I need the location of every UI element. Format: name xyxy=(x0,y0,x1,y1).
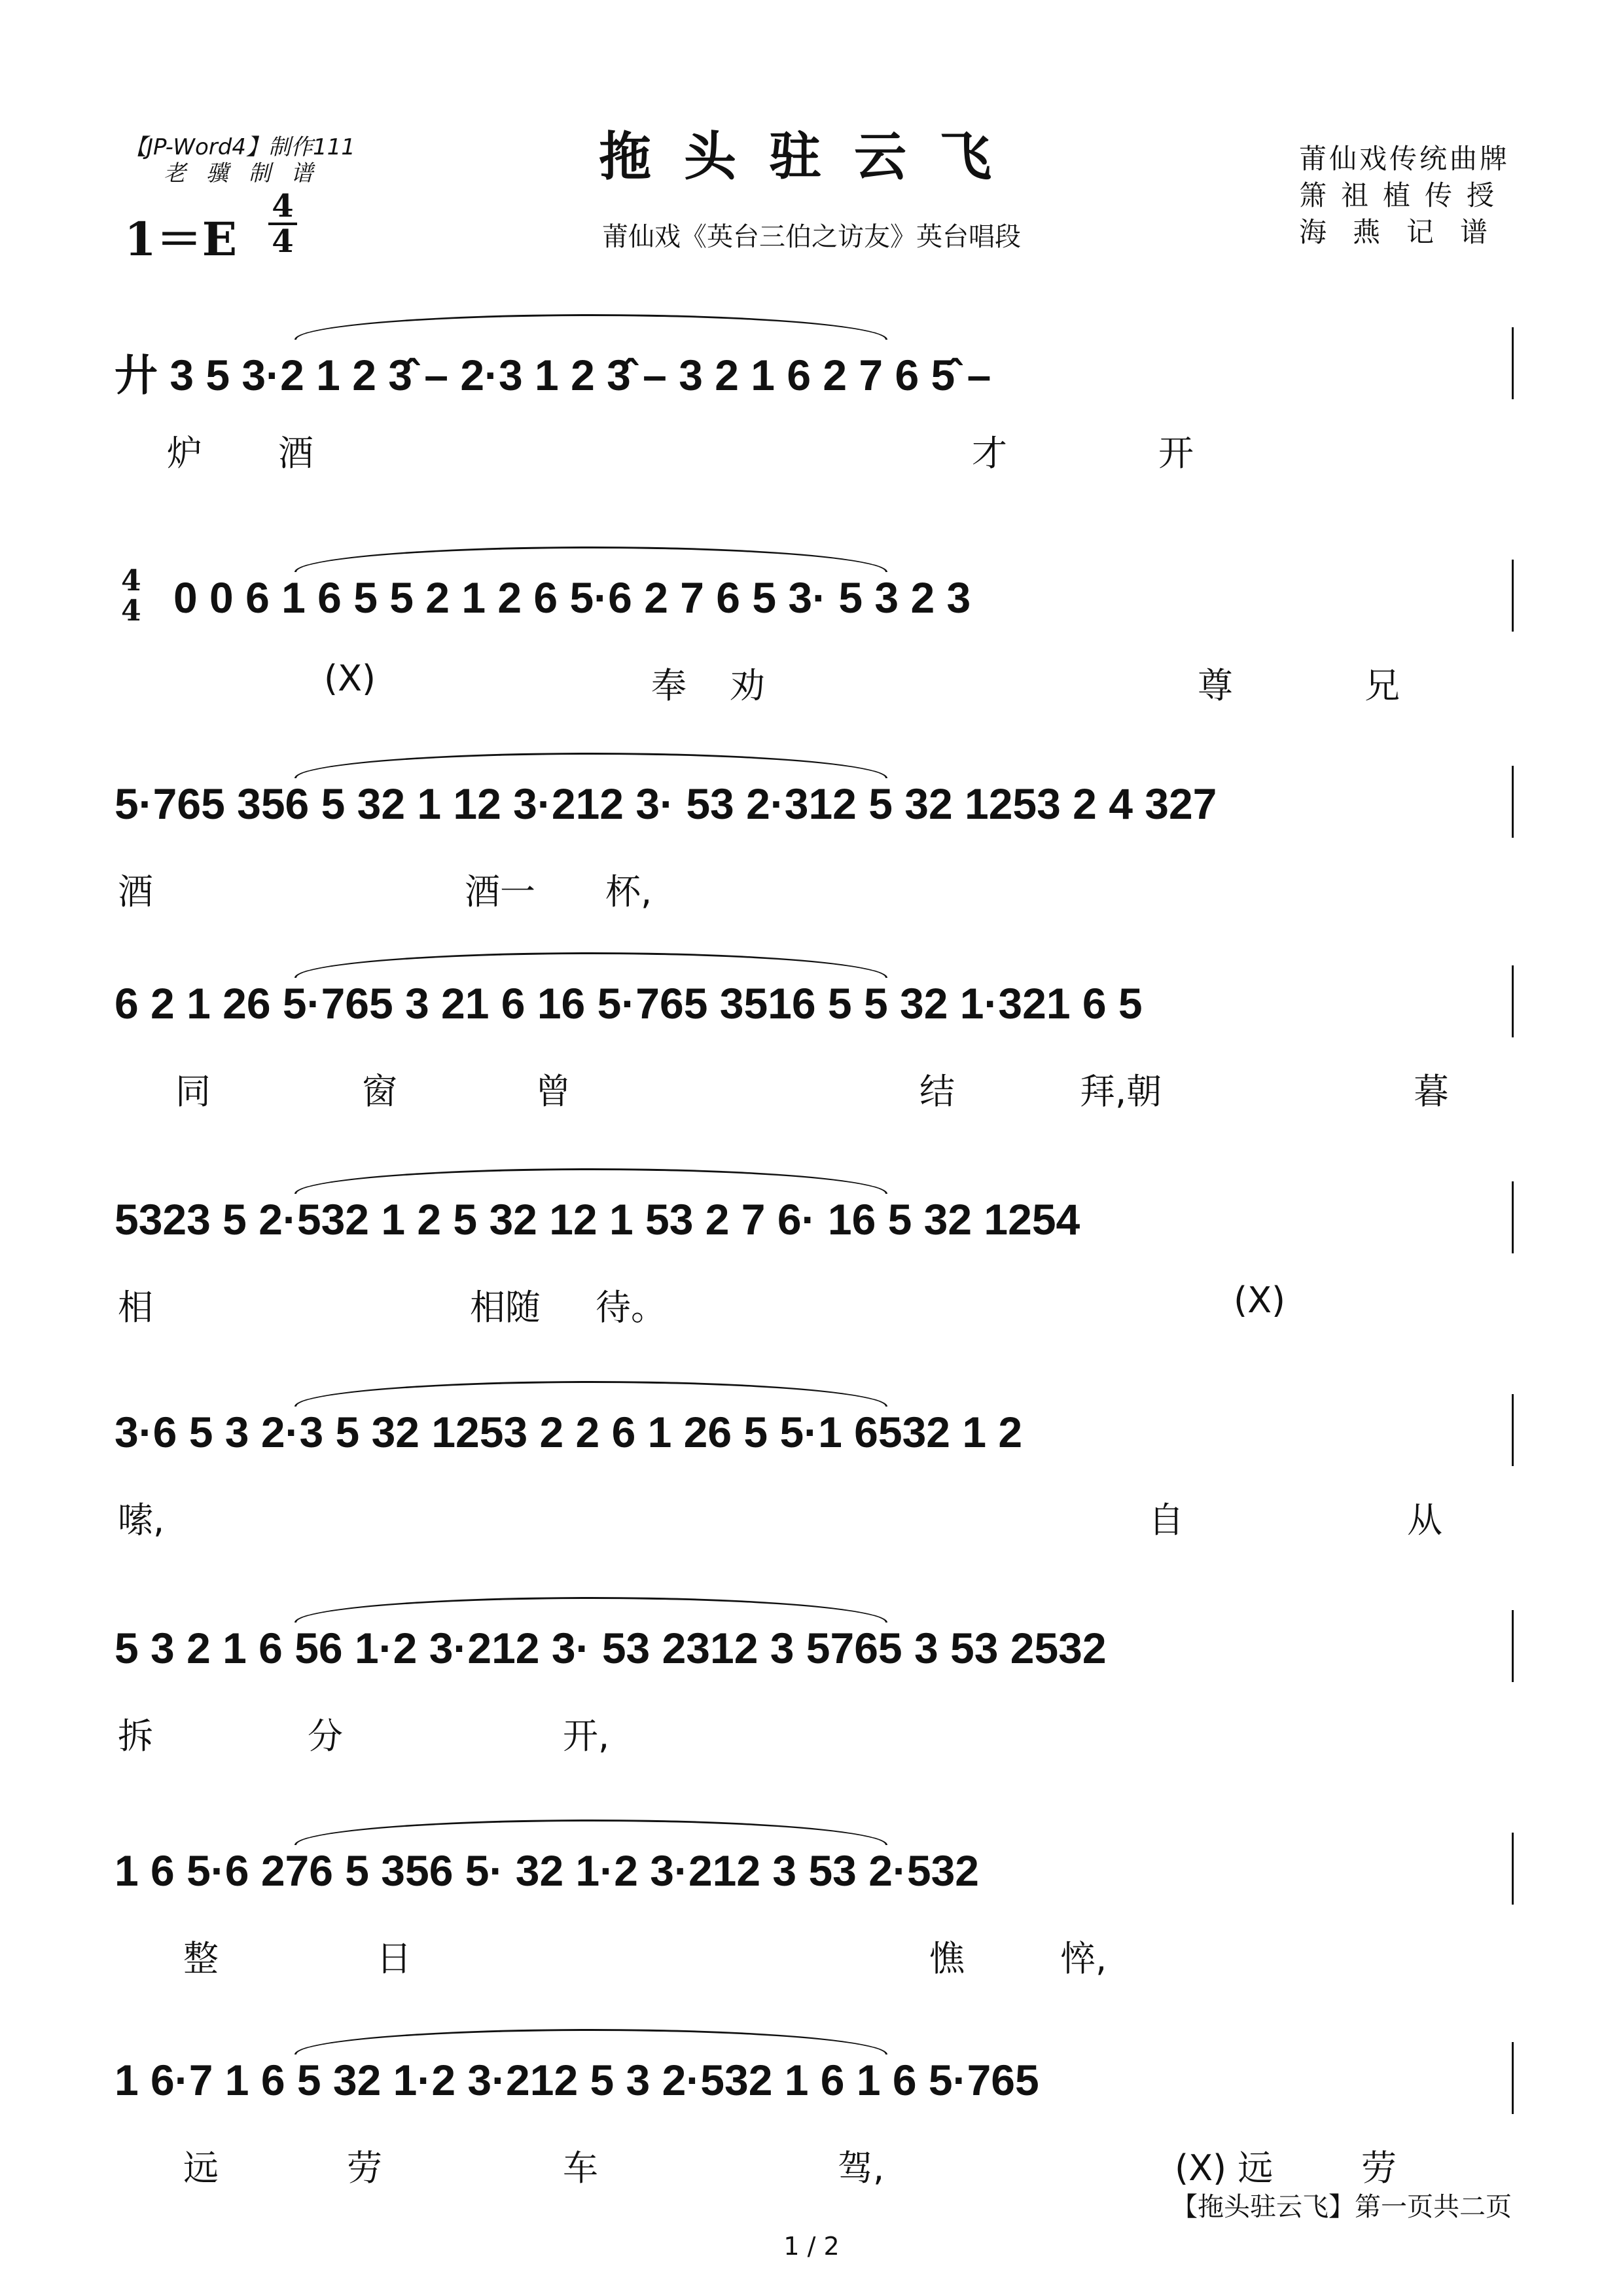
slur xyxy=(294,314,887,340)
lyric-syllable: 悴, xyxy=(1060,1938,1107,1979)
lyric-syllable: 拜,朝 xyxy=(1080,1071,1162,1112)
barline xyxy=(1512,560,1514,632)
lyric-syllable: 曾 xyxy=(535,1071,571,1112)
notation-line: 1 6 5·6 276 5 356 5· 32 1·2 3·212 3 53 2·532 xyxy=(115,1846,979,1895)
lyric-syllable: 开 xyxy=(1158,433,1194,474)
notation-line: 廾 3 5 3·2 1 2 3̂ – 2·3 1 2 3̂ – 3 2 1 6 2 7 6 5̂ – xyxy=(115,351,991,399)
notation-line: 5·765 356 5 32 1 12 3·212 3· 53 2·312 5 32 1253 2 4 327 xyxy=(115,780,1217,828)
lyric-syllable: 分 xyxy=(308,1715,343,1757)
barline xyxy=(1512,1833,1514,1905)
lyric-syllable: 奉 xyxy=(651,665,687,706)
barline xyxy=(1512,1394,1514,1466)
lyric-syllable: 自 xyxy=(1149,1499,1184,1541)
slur xyxy=(294,1381,887,1407)
notation-line: 1 6·7 1 6 5 32 1·2 3·212 5 3 2·532 1 6 1 6 5·765 xyxy=(115,2056,1039,2104)
lyric-syllable: 才 xyxy=(972,433,1007,474)
barline xyxy=(1512,766,1514,838)
page-title: 拖头驻云飞 xyxy=(599,126,1024,187)
lyric-syllable: (X) xyxy=(324,658,376,699)
lyric-syllable: 劳 xyxy=(347,2147,382,2189)
lyric-syllable: 日 xyxy=(376,1938,412,1979)
barline xyxy=(1512,1181,1514,1253)
notation-line: 0 0 6 1 6 5 5 2 1 2 6 5·6 2 7 6 5 3· 5 3 2 3 xyxy=(173,573,971,622)
time-bottom: 4 xyxy=(272,223,294,260)
origin-line-1: 莆仙戏传统曲牌 xyxy=(1299,143,1510,175)
barline xyxy=(1512,1610,1514,1682)
notation-line: 5 3 2 1 6 56 1·2 3·212 3· 53 2312 3 5765 3 53 2532 xyxy=(115,1624,1107,1672)
origin-block xyxy=(1299,141,1514,251)
lyric-syllable: (X) 远 xyxy=(1175,2147,1274,2189)
lyric-syllable: 同 xyxy=(175,1071,211,1112)
lyric-syllable: 车 xyxy=(563,2147,598,2189)
barline xyxy=(1512,965,1514,1037)
lyric-syllable: 劳 xyxy=(1361,2147,1397,2189)
credit-line-2: 老 骥 制 谱 xyxy=(164,160,320,187)
lyric-syllable: 开, xyxy=(563,1715,610,1757)
slur xyxy=(294,1597,887,1623)
lyric-syllable: 结 xyxy=(919,1071,955,1112)
lyric-syllable: 尊 xyxy=(1198,665,1233,706)
lyric-syllable: 拆 xyxy=(118,1715,153,1757)
barline xyxy=(1512,327,1514,399)
key-signature: 1＝E xyxy=(124,212,238,266)
origin-line-3: 海燕记谱 xyxy=(1299,216,1514,248)
slur xyxy=(294,547,887,572)
lyric-syllable: 暮 xyxy=(1414,1071,1449,1112)
lyric-syllable: 远 xyxy=(183,2147,219,2189)
notation-line: 5323 5 2·532 1 2 5 32 12 1 53 2 7 6· 16 5 32 1254 xyxy=(115,1195,1080,1244)
origin-line-2: 箫祖植传授 xyxy=(1299,179,1509,211)
lyric-syllable: 相 xyxy=(118,1287,153,1328)
lyric-syllable: 整 xyxy=(183,1938,219,1979)
notation-line: 3·6 5 3 2·3 5 32 1253 2 2 6 1 26 5 5·1 6532 1 2 xyxy=(115,1408,1023,1456)
lyric-syllable: 劝 xyxy=(730,665,765,706)
lyric-syllable: 兄 xyxy=(1364,665,1400,706)
lyric-syllable: 相随 xyxy=(470,1287,541,1328)
lyric-syllable: (X) xyxy=(1234,1280,1286,1321)
lyric-syllable: 酒 xyxy=(118,871,153,912)
lyric-syllable: 憔 xyxy=(929,1938,965,1979)
sig-bottom: 4 xyxy=(121,594,141,628)
time-signature-inline xyxy=(121,566,141,626)
lyric-syllable: 待。 xyxy=(596,1287,666,1328)
slur xyxy=(294,952,887,978)
lyric-syllable: 从 xyxy=(1407,1499,1442,1541)
slur xyxy=(294,2029,887,2054)
lyric-syllable: 杯, xyxy=(605,871,652,912)
page-number: 1 / 2 xyxy=(783,2232,840,2261)
barline xyxy=(1512,2042,1514,2114)
time-top: 4 xyxy=(272,188,294,224)
credit-line-1: 【JP-Word4】制作111 xyxy=(124,134,355,160)
slur xyxy=(294,753,887,778)
lyric-syllable: 嗦, xyxy=(118,1499,165,1541)
slur xyxy=(294,1168,887,1194)
lyric-syllable: 窗 xyxy=(362,1071,397,1112)
lyric-syllable: 酒一 xyxy=(465,871,535,912)
sig-top: 4 xyxy=(121,564,141,598)
lyric-syllable: 驾, xyxy=(838,2147,885,2189)
footer-reference: 【拖头驻云飞】第一页共二页 xyxy=(1171,2192,1512,2222)
notation-line: 6 2 1 26 5·765 3 21 6 16 5·765 3516 5 5 32 1·321 6 5 xyxy=(115,979,1143,1028)
lyric-syllable: 炉 xyxy=(167,433,202,474)
page-subtitle: 莆仙戏《英台三伯之访友》英台唱段 xyxy=(602,222,1021,252)
lyric-syllable: 酒 xyxy=(278,433,313,474)
slur xyxy=(294,1820,887,1845)
